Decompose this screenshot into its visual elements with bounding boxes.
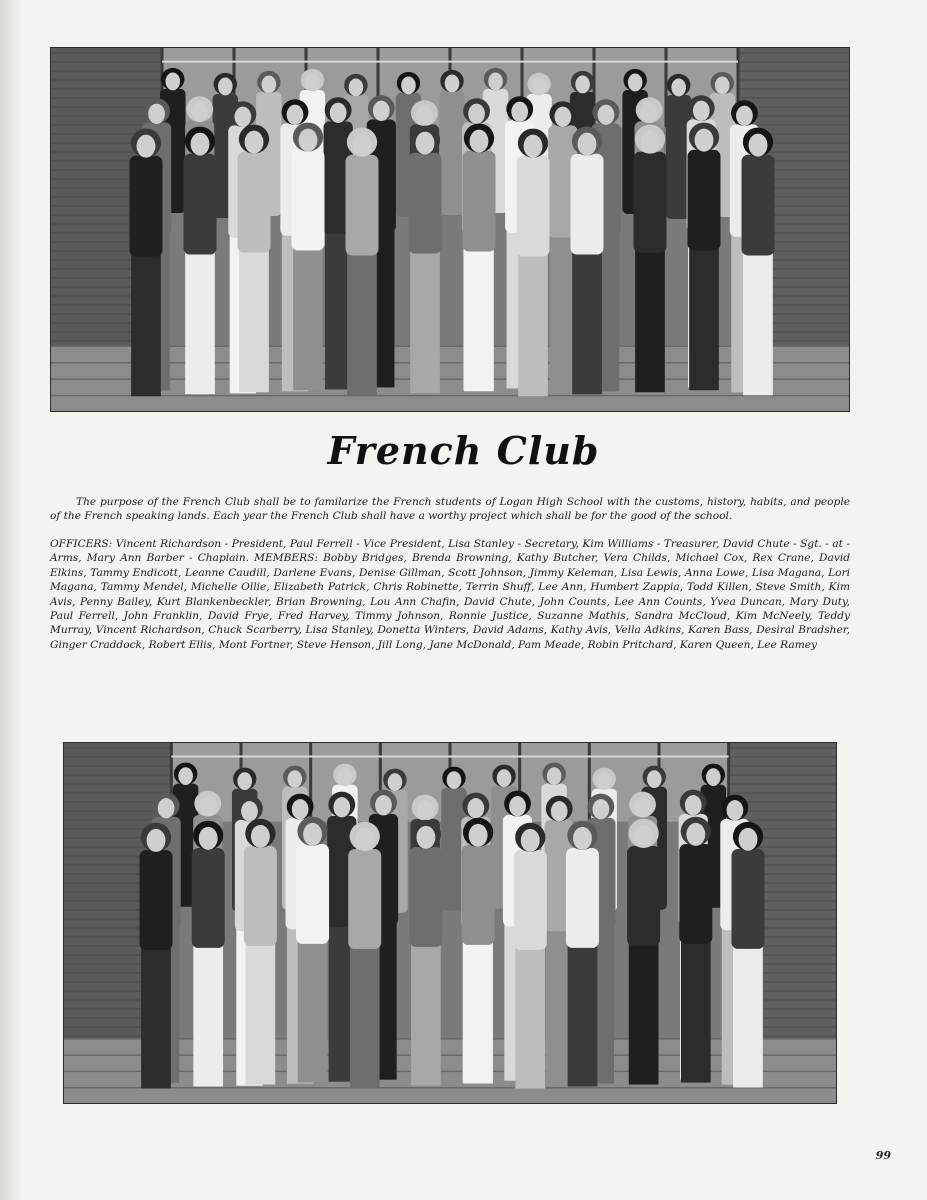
- person-face: [355, 828, 374, 851]
- person-torso: [571, 154, 604, 255]
- person-face: [634, 797, 651, 817]
- person-face: [739, 828, 758, 851]
- person-face: [727, 800, 744, 820]
- person-torso: [130, 156, 163, 257]
- person-face: [237, 772, 252, 790]
- person: [346, 128, 379, 396]
- person-face: [551, 801, 568, 821]
- person-face: [234, 107, 251, 127]
- person: [409, 126, 442, 394]
- person-lower: [572, 243, 602, 394]
- person-face: [147, 829, 166, 852]
- person-face: [353, 134, 372, 157]
- person-lower: [298, 933, 328, 1083]
- person-lower: [568, 937, 598, 1087]
- person: [566, 821, 599, 1087]
- person-lower: [411, 936, 441, 1086]
- person-face: [199, 796, 216, 816]
- person-face: [299, 129, 318, 152]
- person-face: [148, 104, 165, 124]
- person-face: [416, 132, 435, 155]
- person: [627, 819, 660, 1085]
- person-torso: [238, 152, 271, 253]
- person-torso: [346, 155, 379, 256]
- person-lower: [193, 937, 223, 1087]
- person-torso: [409, 153, 442, 254]
- person-face: [592, 799, 609, 819]
- person-face: [417, 800, 434, 820]
- person-torso: [731, 849, 764, 949]
- person-lower: [239, 241, 269, 392]
- group-photo-bottom: [63, 742, 837, 1104]
- person-face: [178, 767, 193, 785]
- person-face: [521, 829, 540, 852]
- person: [571, 127, 604, 395]
- person-lower: [518, 245, 548, 396]
- person-face: [333, 797, 350, 817]
- person-face: [305, 74, 320, 92]
- person-face: [749, 134, 768, 157]
- group-photo-top-image: [50, 47, 850, 412]
- person-face: [287, 770, 302, 788]
- person-face: [199, 827, 218, 850]
- person-face: [388, 773, 403, 791]
- person-face: [191, 133, 210, 156]
- person-face: [416, 826, 435, 849]
- person-torso: [627, 846, 660, 946]
- person-face: [245, 131, 264, 154]
- person-face: [262, 76, 277, 94]
- person-face: [641, 103, 658, 123]
- person: [462, 818, 495, 1084]
- person-torso: [292, 150, 325, 251]
- person-face: [671, 79, 686, 97]
- person-face: [547, 767, 562, 785]
- person: [238, 125, 271, 393]
- person: [296, 817, 329, 1083]
- person-face: [375, 795, 392, 815]
- person: [184, 127, 217, 395]
- person-face: [165, 73, 180, 91]
- person-torso: [463, 151, 496, 252]
- person: [742, 128, 775, 396]
- person-face: [330, 103, 347, 123]
- person: [688, 123, 721, 391]
- person-face: [292, 799, 309, 819]
- person-face: [578, 133, 597, 156]
- person-torso: [348, 849, 381, 949]
- page-gutter-shadow: [0, 0, 22, 1200]
- person-face: [685, 795, 702, 815]
- person: [244, 819, 277, 1085]
- person-face: [338, 768, 353, 786]
- purpose-paragraph: The purpose of the French Club shall be to familarize the French students of Logan High School with the customs, history, habits, and people of the French speaking lands. Each year the French Club shall have a worthy project which shall be for the good of the school.: [50, 496, 850, 523]
- person-torso: [192, 848, 225, 948]
- person-face: [303, 823, 322, 846]
- person-face: [715, 77, 730, 95]
- group-photo-bottom-image: [63, 742, 837, 1104]
- person: [439, 70, 465, 215]
- person-face: [554, 107, 571, 127]
- person-face: [509, 796, 526, 816]
- person-face: [416, 106, 433, 126]
- person: [192, 821, 225, 1087]
- person-face: [706, 768, 721, 786]
- person-face: [445, 75, 460, 93]
- person-lower: [347, 244, 377, 395]
- person-face: [469, 824, 488, 847]
- person-face: [497, 769, 512, 787]
- person-torso: [439, 91, 465, 215]
- group-photo-top: [50, 47, 850, 412]
- person: [292, 123, 325, 391]
- person-face: [158, 798, 175, 818]
- person-lower: [141, 939, 171, 1089]
- person: [514, 823, 547, 1089]
- person-face: [470, 130, 489, 153]
- person: [130, 129, 163, 397]
- person-face: [597, 772, 612, 790]
- person-lower: [246, 935, 276, 1085]
- person-lower: [733, 938, 763, 1088]
- person-torso: [244, 846, 277, 946]
- person-face: [736, 106, 753, 126]
- person-torso: [184, 154, 217, 255]
- person-torso: [679, 844, 712, 944]
- person-lower: [629, 935, 659, 1085]
- person-face: [575, 76, 590, 94]
- person-lower: [743, 244, 773, 395]
- person-face: [191, 102, 208, 122]
- person-lower: [515, 939, 545, 1089]
- person-face: [251, 825, 270, 848]
- person-torso: [742, 155, 775, 256]
- person-face: [628, 74, 643, 92]
- person-lower: [635, 241, 665, 392]
- person: [731, 822, 764, 1088]
- person-torso: [517, 156, 550, 257]
- person-lower: [350, 938, 380, 1088]
- person-torso: [688, 150, 721, 251]
- roster-paragraph: OFFICERS: Vincent Richardson - President, Paul Ferrell - Vice President, Lisa Stanley - Secretary, Kim Williams - Treasurer, David Chute - Sgt. - at - Arms, Mary Ann Barber - Chaplain. MEMBERS: Bobby Bridges, Brenda Browning, Kathy Butcher, Vera Childs, Michael Cox, Rex Crane, David Elkins, Tammy Endicott, Leanne Caudill, Darlene Evans, Denise Gillman, Scott Johnson, Jimmy Keleman, Lisa Lewis, Anna Lowe, Lisa Magana, Lori Magana, Tammy Mendel, Michelle Ollie, Elizabeth Patrick, Chris Robinette, Terrin Shuff, Lee Ann, Humbert Zappia, Todd Killen, Steve Smith, Kim Avis, Penny Bailey, Kurt Blankenbeckler, Brian Browning, Lou Ann Chafin, David Chute, John Counts, Lee Ann Counts, Yvea Duncan, Mary Duty, Paul Ferrell, John Franklin, David Frye, Fred Harvey, Timmy Johnson, Ronnie Justice, Suzanne Mathis, Sandra McCloud, Kim McNeely, Teddy Murray, Vincent Richardson, Chuck Scarberry, Lisa Stanley, Donetta Winters, David Adams, Kathy Avis, Vella Adkins, Karen Bass, Desiral Bradsher, Ginger Craddock, Robert Ellis, Mont Fortner, Steve Henson, Jill Long, Jane McDonald, Pam Meade, Robin Pritchard, Karen Queen, Lee Ramey: [50, 538, 850, 651]
- person-face: [349, 79, 364, 97]
- person-lower: [681, 933, 711, 1083]
- person-face: [373, 101, 390, 121]
- person-face: [468, 104, 485, 124]
- person-face: [241, 801, 258, 821]
- person-lower: [689, 239, 719, 390]
- person-lower: [463, 934, 493, 1084]
- person-torso: [634, 152, 667, 253]
- person-face: [524, 135, 543, 158]
- person-face: [447, 771, 462, 789]
- person-lower: [464, 240, 494, 391]
- person-face: [467, 798, 484, 818]
- person-face: [511, 102, 528, 122]
- person-face: [686, 823, 705, 846]
- person: [463, 124, 496, 392]
- person-face: [218, 78, 233, 96]
- person-face: [647, 770, 662, 788]
- page-number: 99: [875, 1149, 891, 1162]
- page-title: French Club: [327, 428, 600, 473]
- person: [679, 817, 712, 1083]
- person-torso: [140, 850, 173, 950]
- person-lower: [131, 245, 161, 396]
- person: [634, 125, 667, 393]
- person-torso: [296, 844, 329, 944]
- person-face: [488, 73, 503, 91]
- person-face: [695, 129, 714, 152]
- person-lower: [293, 239, 323, 390]
- person-face: [634, 825, 653, 848]
- person-torso: [566, 848, 599, 948]
- person-lower: [410, 242, 440, 393]
- person-face: [693, 101, 710, 121]
- person-lower: [185, 243, 215, 394]
- person-face: [137, 135, 156, 158]
- person-face: [573, 827, 592, 850]
- person-face: [598, 105, 615, 125]
- person-face: [641, 131, 660, 154]
- person: [409, 820, 442, 1086]
- person-face: [532, 78, 547, 96]
- person-torso: [462, 845, 495, 945]
- person: [348, 822, 381, 1088]
- person: [140, 823, 173, 1089]
- person-face: [287, 105, 304, 125]
- person-torso: [409, 847, 442, 947]
- person-face: [401, 77, 416, 95]
- person-torso: [514, 850, 547, 950]
- person: [517, 129, 550, 397]
